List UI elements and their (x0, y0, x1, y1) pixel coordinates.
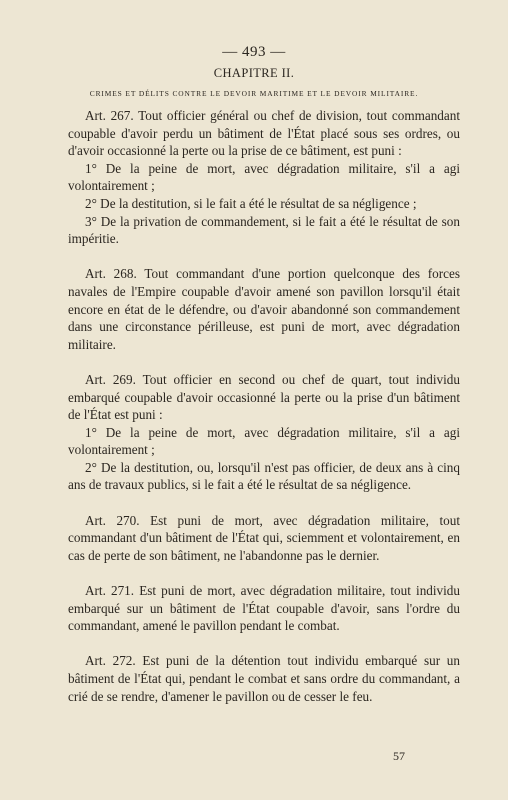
article-267-item-3: 3° De la privation de commandement, si le fait a été le résultat de son impéritie. (68, 213, 460, 247)
article-268-paragraph: Art. 268. Tout commandant d'une portion quelconque des forces navales de l'Empire coupable d'avoir amené son pavillon lorsqu'il était encore en état de le défendre, ou d'avoir abandonné son commandement dans une circonstance périlleuse, est puni de mort, avec dégradation militaire. (68, 266, 460, 352)
article-267-paragraph: Art. 267. Tout officier général ou chef de division, tout commandant coupable d'avoir perdu un bâtiment de l'État placé sous ses ordres, ou d'avoir occasionné la perte ou la prise de ce bâtiment, est puni : (68, 108, 460, 159)
article-269-paragraph: Art. 269. Tout officier en second ou chef de quart, tout individu embarqué coupable d'avoir occasionné la perte ou la prise d'un bâtiment de l'État est puni : (68, 371, 460, 423)
article-272-paragraph: Art. 272. Est puni de la détention tout individu embarqué sur un bâtiment de l'État qui, pendant le combat et sans ordre du commandant, a crié de se rendre, d'amener le pavillon ou de cesser le feu. (68, 653, 460, 704)
article-270-paragraph: Art. 270. Est puni de mort, avec dégradation militaire, tout commandant d'un bâtiment de l'État qui, sciemment et volontairement, en cas de perte de son bâtiment, ne l'abandonne pas le dernier. (68, 512, 460, 563)
article-267-item-1: 1° De la peine de mort, avec dégradation militaire, s'il a agi volontairement ; (68, 160, 460, 194)
chapter-title: CHAPITRE II. (213, 66, 295, 80)
page-number: — 493 — (222, 44, 286, 60)
article-267-item-2: 2° De la destitution, si le fait a été le résultat de sa négligence ; (85, 195, 417, 211)
article-271-paragraph: Art. 271. Est puni de mort, avec dégradation militaire, tout individu embarqué sur un bâtiment de l'État coupable d'avoir, sans l'ordre du commandant, amené le pavillon pendant le combat. (68, 583, 460, 634)
article-269-item-1: 1° De la peine de mort, avec dégradation militaire, s'il a agi volontairement ; (68, 424, 460, 458)
chapter-subtitle: CRIMES ET DÉLITS CONTRE LE DEVOIR MARITIME ET LE DEVOIR MILITAIRE. (89, 89, 419, 98)
body-text (68, 107, 460, 705)
article-269-item-2: 2° De la destitution, ou, lorsqu'il n'est pas officier, de deux ans à cinq ans de travaux publics, si le fait a été le résultat de sa négligence. (68, 459, 460, 493)
folio-number: 57 (393, 749, 405, 763)
